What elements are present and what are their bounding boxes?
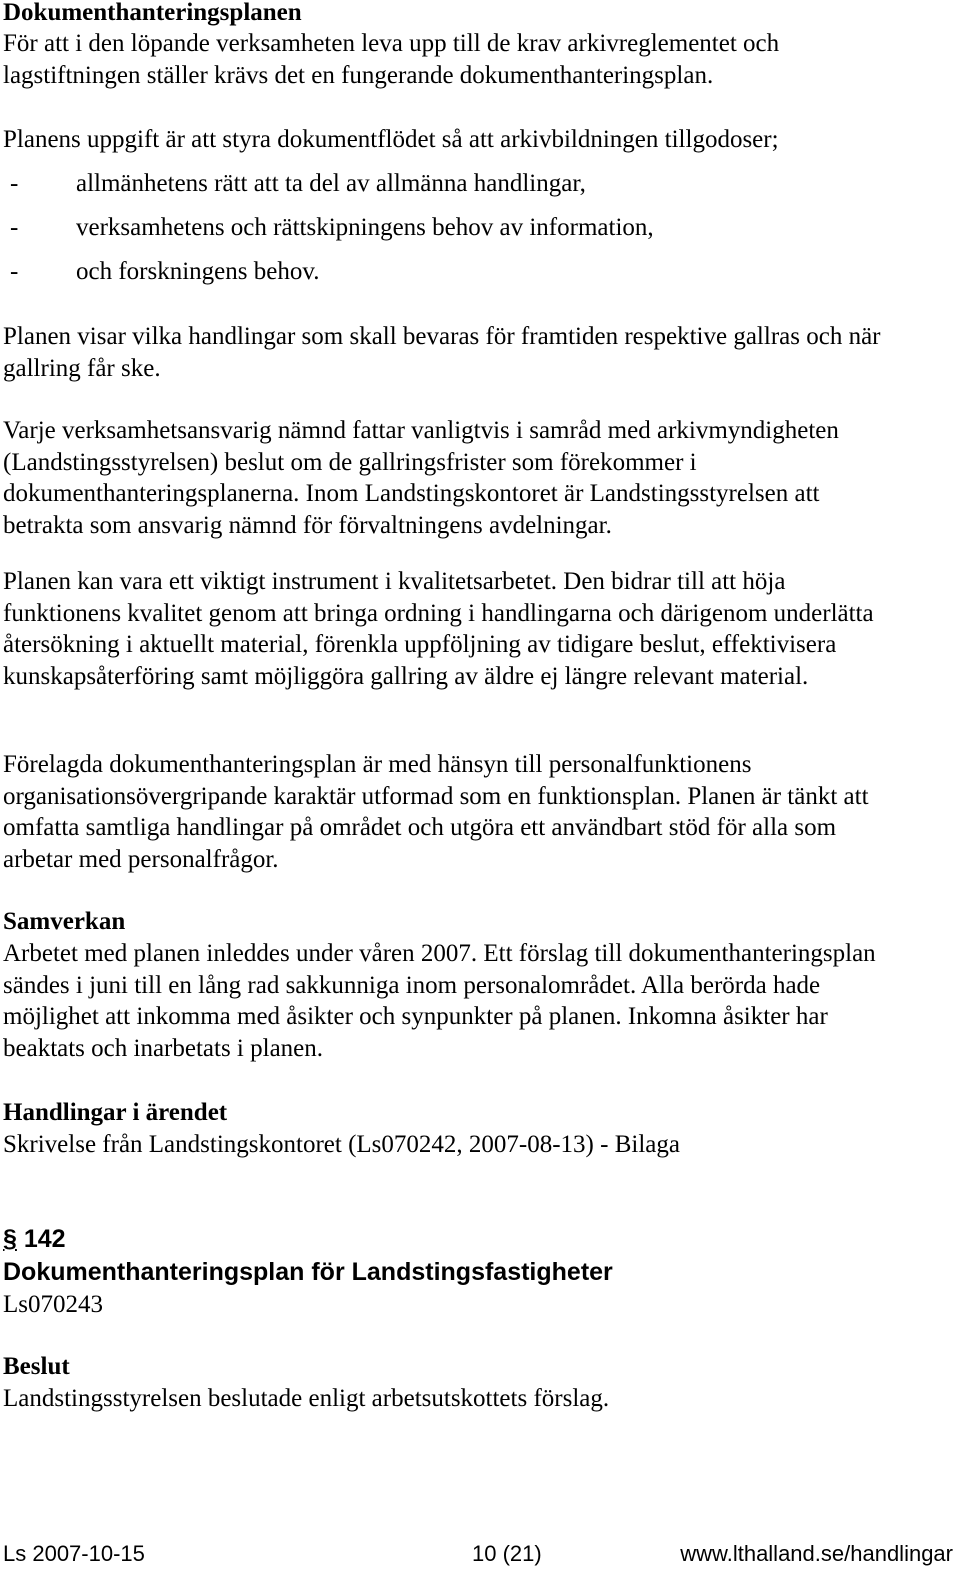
presented-paragraph: Förelagda dokumenthanteringsplan är med hänsyn till personalfunktionens organisationsövergripande karaktär utformad som en funktionsplan. Planen är tänkt att omfatta samtliga handlingar på området och utgöra ett användbart stöd för alla som arbetar med personalfrågor. bbox=[3, 751, 869, 873]
dash-marker: - bbox=[10, 258, 19, 285]
list-item-text: och forskningens behov. bbox=[76, 258, 320, 285]
samverkan-paragraph: Arbetet med planen inleddes under våren 2007. Ett förslag till dokumenthanteringsplan sändes i juni till en lång rad sakkunniga inom personalområdet. Alla berörda hade möjlighet att inkomma med åsikter och synpunkter på planen. Inkomna åsikter har beaktats och inarbetats i planen. bbox=[3, 940, 876, 1062]
section-sign: § bbox=[3, 1225, 17, 1253]
quality-paragraph: Planen kan vara ett viktigt instrument i kvalitetsarbetet. Den bidrar till att höja funktionens kvalitet genom att bringa ordning i handlingarna och därigenom underlätta återsökning i aktuellt material, förenkla uppföljning av tidigare beslut, effektivisera kunskapsåterföring samt möjliggöra gallring av äldre ej längre relevant material. bbox=[3, 568, 874, 690]
intro-paragraph: För att i den löpande verksamheten leva upp till de krav arkivreglementet och lagstiftningen ställer krävs det en fungerande dokumenthanteringsplan. bbox=[3, 30, 780, 89]
purpose-list bbox=[3, 162, 943, 294]
purpose-paragraph: Planens uppgift är att styra dokumentflödet så att arkivbildningen tillgodoser; bbox=[3, 126, 779, 153]
item-title: Dokumenthanteringsplan för Landstingsfastigheter bbox=[3, 1258, 613, 1286]
list-item-text: allmänhetens rätt att ta del av allmänna handlingar, bbox=[76, 170, 586, 197]
section-heading-dokumenthanteringsplanen: Dokumenthanteringsplanen bbox=[3, 0, 302, 26]
list-item-text: verksamhetens och rättskipningens behov av information, bbox=[76, 214, 654, 241]
dash-marker: - bbox=[10, 214, 19, 241]
samverkan-heading: Samverkan bbox=[3, 908, 126, 935]
list-item bbox=[3, 250, 943, 294]
shows-paragraph: Planen visar vilka handlingar som skall bevaras för framtiden respektive gallras och när gallring får ske. bbox=[3, 323, 881, 382]
decision-heading: Beslut bbox=[3, 1353, 70, 1380]
footer-url: www.lthalland.se/handlingar bbox=[680, 1541, 953, 1566]
decision-paragraph: Landstingsstyrelsen beslutade enligt arbetsutskottets förslag. bbox=[3, 1385, 610, 1412]
handlingar-paragraph: Skrivelse från Landstingskontoret (Ls070242, 2007-08-13) - Bilaga bbox=[3, 1131, 680, 1158]
dash-marker: - bbox=[10, 170, 19, 197]
item-number: 142 bbox=[23, 1225, 66, 1253]
list-item bbox=[3, 162, 943, 206]
handlingar-heading: Handlingar i ärendet bbox=[3, 1099, 228, 1126]
item-reference: Ls070243 bbox=[3, 1291, 103, 1318]
footer-page-number: 10 (21) bbox=[472, 1541, 542, 1566]
footer-date: Ls 2007-10-15 bbox=[3, 1541, 145, 1566]
responsible-paragraph: Varje verksamhetsansvarig nämnd fattar vanligtvis i samråd med arkivmyndigheten (Landstingsstyrelsen) beslut om de gallringsfrister som förekommer i dokumenthanteringsplanerna. Inom Landstingskontoret är Landstingsstyrelsen att betrakta som ansvarig nämnd för förvaltningens avdelningar. bbox=[3, 417, 839, 539]
list-item bbox=[3, 206, 943, 250]
item-number-line bbox=[3, 1223, 66, 1255]
